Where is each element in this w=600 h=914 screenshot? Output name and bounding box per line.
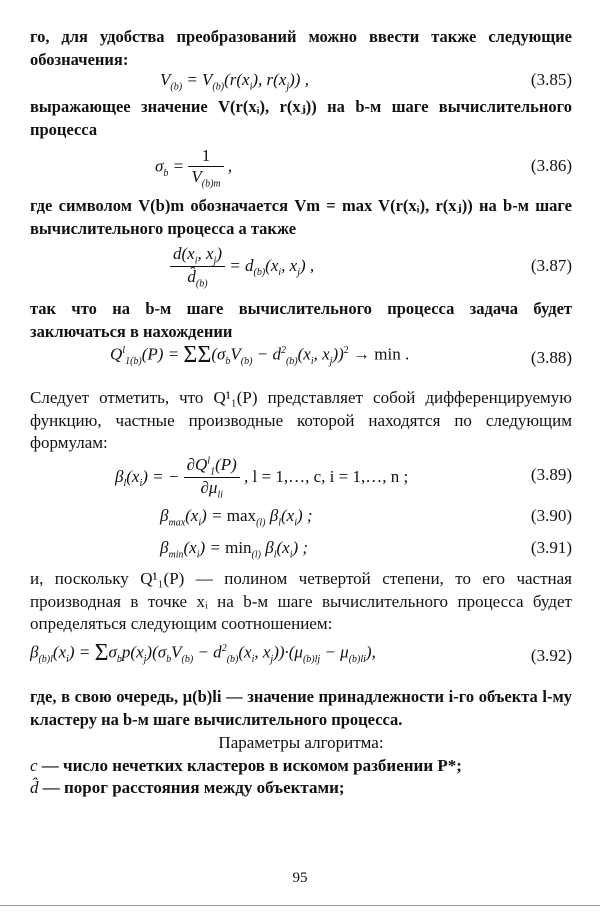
equation-3-92: $\beta_{(b)l}(x_i) = \Sigma\sigma_bp(x_j)(\sigma_bV_{(b)} - d^2_{(b)}(x_i$, $x_j))\cdot(\mu_{(b)lj} - \mu_{(b)li})$, (3.92) — [30, 640, 572, 666]
paragraph-derivatives: Следует отметить, что Q¹₁(P) представляет собой дифференцируемую функцию, частные производные которой находятся по следующим формулам: — [30, 388, 572, 452]
paragraph-polynomial: и, поскольку Q¹₁(P) — полином четвертой степени, то его частная производная в точке xᵢ на b-м шаге вычислительного процесса будет определяться следующим соотношением: — [30, 569, 572, 633]
paragraph-value: выражающее значение V(r(xᵢ), r(xⱼ)) на b-м шаге вычислительного процесса — [30, 97, 572, 139]
equation-number: (3.85) — [530, 70, 572, 89]
equation-number: (3.86) — [530, 156, 572, 175]
paragraph-symbol: где символом V(b)m обозначается Vm = max V(r(xᵢ), r(xⱼ)) на b-м шаге вычислительного процесса а также — [30, 196, 572, 238]
params-header: Параметры алгоритма: — [218, 733, 384, 752]
equation-number: (3.91) — [530, 538, 572, 557]
equation-3-86: $\sigma_b$ = $\frac{1}{V_{(b)m}}$ , (3.86) — [155, 146, 572, 190]
param-symbol: c — [30, 756, 38, 775]
bottom-rule — [0, 905, 600, 906]
equation-3-89: $\beta_l(x_i)$ = − $\frac{\partial Q^l_1(P)}{\partial\mu_{li}}$ , l = 1,…, c, i = 1,…, n ; (3.89) — [115, 455, 572, 501]
equation-3-88: $Q^l_{1(b)}(P) = \Sigma\Sigma(\sigma_bV_{(b)} - d^2_{(b)}(x_i$, $x_j))^2 \to \min$ . (3.88) — [110, 342, 572, 368]
param-text: — число нечетких кластеров в искомом разбиении P*; — [37, 756, 462, 775]
paragraph-intro: го, для удобства преобразований можно ввести также следующие обозначения: — [30, 27, 572, 69]
equation-3-85: $V_{(b)} = V_{(b)}(r(x_i)$, $r(x_j)$) , (3.85) — [160, 70, 572, 93]
paragraph-task: так что на b-м шаге вычислительного процесса задача будет заключаться в нахождении — [30, 299, 572, 341]
paragraph-membership: где, в свою очередь, μ(b)li — значение принадлежности i-го объекта l-му кластеру на b-м шаге вычислительного процесса. — [30, 687, 572, 729]
param-text: — порог расстояния между объектами; — [38, 778, 345, 797]
equation-number: (3.88) — [530, 348, 572, 367]
equation-3-90: $\beta_{max}(x_i) = \max_{(l)} \beta_l(x_i)$ ; (3.90) — [160, 506, 572, 529]
equation-number: (3.92) — [530, 646, 572, 665]
equation-3-87: $\frac{d(x_i, x_j)}{d̂_{(b)}}$ = $d_{(b)}(x_i$, $x_j$) , (3.87) — [30, 244, 572, 292]
param-d — [30, 778, 572, 798]
equation-number: (3.89) — [530, 465, 572, 484]
equation-3-91: $\beta_{min}(x_i) = \min_{(l)} \beta_l(x_i)$ ; (3.91) — [160, 538, 572, 561]
equation-number: (3.90) — [530, 506, 572, 525]
page-number: 95 — [292, 870, 308, 886]
param-c — [30, 756, 572, 776]
equation-number: (3.87) — [530, 256, 572, 275]
param-symbol: d̂ — [30, 778, 39, 797]
